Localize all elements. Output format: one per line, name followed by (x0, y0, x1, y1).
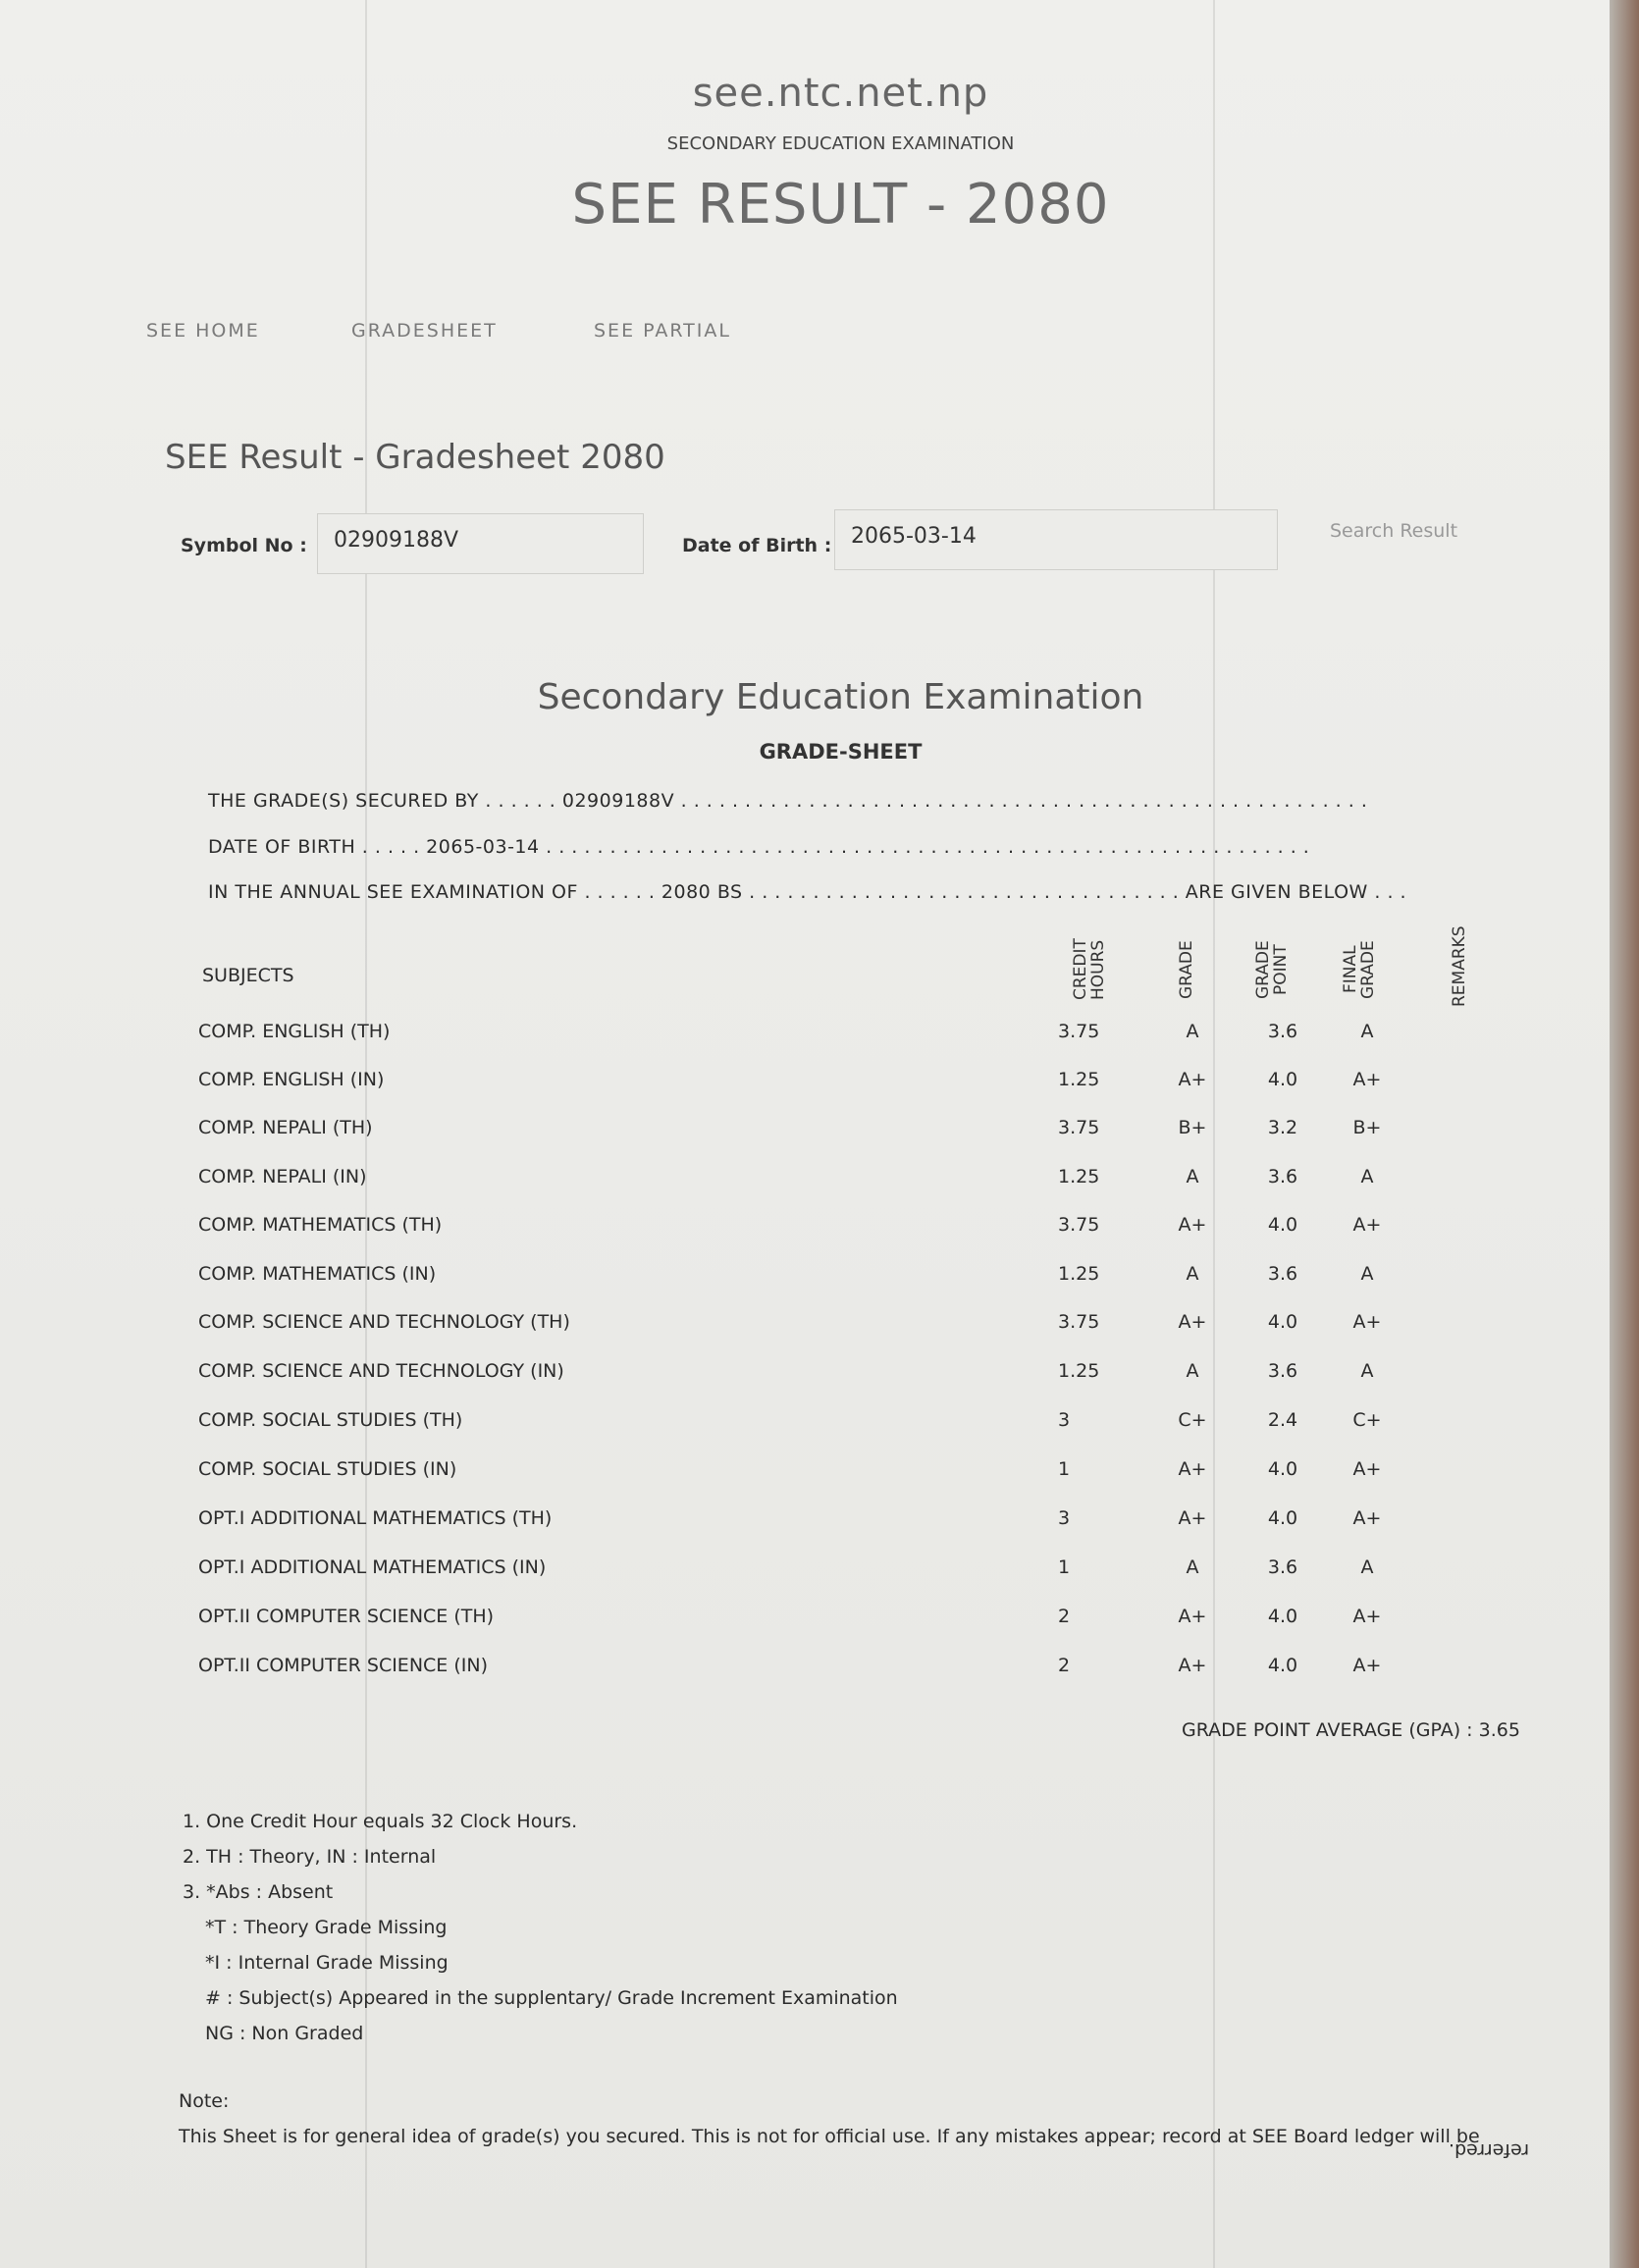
credit-hours-cell: 3 (1058, 1507, 1071, 1529)
nav-gradesheet[interactable]: GRADESHEET (351, 320, 498, 342)
subject-cell: OPT.II COMPUTER SCIENCE (TH) (198, 1606, 495, 1627)
note-item: 1. One Credit Hour equals 32 Clock Hours. (183, 1811, 578, 1832)
grade-cell: A+ (1178, 1655, 1207, 1676)
grade-cell: C+ (1178, 1409, 1207, 1431)
final-grade-cell: A (1360, 1166, 1374, 1187)
credit-hours-header: CREDIT HOURS (1071, 938, 1108, 1001)
exam-line: IN THE ANNUAL SEE EXAMINATION OF . . . . . . 2080 BS . . . . . . . . . . . . . . . . . . . . . . . . . . . . . . . . . . ARE GIVEN BELOW . . . (208, 881, 1407, 903)
subject-cell: COMP. MATHEMATICS (IN) (198, 1263, 437, 1285)
nav-see-home[interactable]: SEE HOME (146, 320, 260, 342)
subject-cell: COMP. ENGLISH (IN) (198, 1069, 385, 1090)
grade-point-cell: 3.6 (1267, 1263, 1298, 1285)
grade-cell: A+ (1178, 1214, 1207, 1236)
subject-cell: COMP. ENGLISH (TH) (198, 1021, 391, 1042)
table-row (0, 1311, 1610, 1350)
dob-line: DATE OF BIRTH . . . . . 2065-03-14 . . . . . . . . . . . . . . . . . . . . . . . . . . . . . . . . . . . . . . . . . . . . . . . . . . . . . . . . . . . . (208, 836, 1310, 858)
grade-point-cell: 3.6 (1267, 1556, 1298, 1578)
table-row (0, 1021, 1610, 1060)
table-row (0, 1606, 1610, 1645)
final-grade-cell: A (1360, 1556, 1374, 1578)
final-grade-cell: B+ (1352, 1117, 1382, 1138)
sheet-heading: Secondary Education Examination (537, 677, 1144, 717)
grade-cell: A+ (1178, 1507, 1207, 1529)
grade-point-cell: 4.0 (1267, 1655, 1298, 1676)
gradesheet-title: SEE Result - Gradesheet 2080 (165, 438, 665, 477)
grade-point-cell: 3.6 (1267, 1360, 1298, 1382)
table-row (0, 1556, 1610, 1596)
disclaimer-overflow: referred. (1449, 2139, 1530, 2161)
grade-cell: A (1186, 1166, 1199, 1187)
final-grade-cell: A+ (1352, 1606, 1382, 1627)
page-title: SEE RESULT - 2080 (571, 173, 1110, 237)
grade-point-header: GRADE POINT (1253, 940, 1291, 999)
final-grade-cell: A+ (1352, 1214, 1382, 1236)
subjects-header: SUBJECTS (202, 965, 294, 986)
grade-cell: A (1186, 1263, 1199, 1285)
symbol-label: Symbol No : (181, 535, 307, 556)
note-item: *T : Theory Grade Missing (205, 1917, 448, 1938)
table-row (0, 1507, 1610, 1547)
dob-label: Date of Birth : (682, 535, 832, 556)
final-grade-cell: A+ (1352, 1655, 1382, 1676)
final-grade-cell: C+ (1352, 1409, 1382, 1431)
credit-hours-cell: 1.25 (1058, 1166, 1100, 1187)
grade-header: GRADE (1177, 940, 1196, 999)
grade-point-cell: 4.0 (1267, 1311, 1298, 1333)
credit-hours-cell: 3.75 (1058, 1311, 1100, 1333)
note-item: 2. TH : Theory, IN : Internal (183, 1846, 437, 1868)
grade-point-cell: 4.0 (1267, 1214, 1298, 1236)
final-grade-cell: A (1360, 1360, 1374, 1382)
final-grade-cell: A (1360, 1021, 1374, 1042)
credit-hours-cell: 2 (1058, 1655, 1071, 1676)
subject-cell: COMP. MATHEMATICS (TH) (198, 1214, 443, 1236)
grade-point-cell: 4.0 (1267, 1606, 1298, 1627)
grade-cell: A+ (1178, 1311, 1207, 1333)
table-row (0, 1263, 1610, 1302)
remarks-header: REMARKS (1450, 925, 1469, 1008)
grade-cell: A (1186, 1021, 1199, 1042)
credit-hours-cell: 1 (1058, 1458, 1071, 1480)
credit-hours-cell: 1.25 (1058, 1069, 1100, 1090)
table-row (0, 1166, 1610, 1205)
subject-cell: OPT.I ADDITIONAL MATHEMATICS (TH) (198, 1507, 553, 1529)
final-grade-header: FINAL GRADE (1341, 940, 1378, 999)
subject-cell: COMP. SOCIAL STUDIES (TH) (198, 1409, 463, 1431)
grade-point-cell: 2.4 (1267, 1409, 1298, 1431)
note-label: Note: (179, 2090, 230, 2112)
secured-by-line: THE GRADE(S) SECURED BY . . . . . . 02909188V . . . . . . . . . . . . . . . . . . . . . . . . . . . . . . . . . . . . . . . . . . . . . . . . . . . . . . (208, 790, 1368, 812)
note-item: 3. *Abs : Absent (183, 1881, 334, 1903)
notes-list (183, 1804, 898, 2051)
credit-hours-cell: 1 (1058, 1556, 1071, 1578)
grade-point-cell: 4.0 (1267, 1458, 1298, 1480)
final-grade-cell: A+ (1352, 1311, 1382, 1333)
final-grade-cell: A+ (1352, 1507, 1382, 1529)
subject-cell: COMP. NEPALI (TH) (198, 1117, 373, 1138)
credit-hours-cell: 1.25 (1058, 1360, 1100, 1382)
table-row (0, 1409, 1610, 1449)
note-item: *I : Internal Grade Missing (205, 1952, 449, 1974)
table-row (0, 1069, 1610, 1108)
grade-cell: B+ (1178, 1117, 1207, 1138)
grade-cell: A+ (1178, 1606, 1207, 1627)
final-grade-cell: A (1360, 1263, 1374, 1285)
disclaimer-text: This Sheet is for general idea of grade(s) you secured. This is not for official use. If any mistakes appear; record at SEE Board ledger will be (179, 2126, 1480, 2147)
credit-hours-cell: 1.25 (1058, 1263, 1100, 1285)
grade-point-cell: 3.6 (1267, 1166, 1298, 1187)
credit-hours-cell: 3 (1058, 1409, 1071, 1431)
grade-point-cell: 3.6 (1267, 1021, 1298, 1042)
credit-hours-cell: 2 (1058, 1606, 1071, 1627)
subject-cell: COMP. SOCIAL STUDIES (IN) (198, 1458, 457, 1480)
final-grade-cell: A+ (1352, 1458, 1382, 1480)
search-result-button[interactable]: Search Result (1330, 520, 1458, 542)
note-item: # : Subject(s) Appeared in the supplentary/ Grade Increment Examination (205, 1987, 898, 2009)
grade-point-cell: 4.0 (1267, 1069, 1298, 1090)
table-row (0, 1360, 1610, 1399)
table-row (0, 1655, 1610, 1694)
grade-point-cell: 3.2 (1267, 1117, 1298, 1138)
credit-hours-cell: 3.75 (1058, 1021, 1100, 1042)
subject-cell: COMP. SCIENCE AND TECHNOLOGY (IN) (198, 1360, 564, 1382)
table-row (0, 1214, 1610, 1253)
symbol-input[interactable]: 02909188V (317, 513, 644, 574)
credit-hours-cell: 3.75 (1058, 1214, 1100, 1236)
subject-cell: OPT.I ADDITIONAL MATHEMATICS (IN) (198, 1556, 547, 1578)
final-grade-cell: A+ (1352, 1069, 1382, 1090)
grade-cell: A (1186, 1360, 1199, 1382)
table-row (0, 1117, 1610, 1156)
credit-hours-cell: 3.75 (1058, 1117, 1100, 1138)
exam-label: SECONDARY EDUCATION EXAMINATION (666, 133, 1015, 154)
grade-point-cell: 4.0 (1267, 1507, 1298, 1529)
nav-see-partial[interactable]: SEE PARTIAL (594, 320, 731, 342)
paper-edge (1610, 0, 1639, 2268)
grade-cell: A+ (1178, 1458, 1207, 1480)
subject-cell: COMP. SCIENCE AND TECHNOLOGY (TH) (198, 1311, 570, 1333)
dob-input[interactable]: 2065-03-14 (834, 509, 1278, 570)
subject-cell: COMP. NEPALI (IN) (198, 1166, 367, 1187)
gpa-value: GRADE POINT AVERAGE (GPA) : 3.65 (1182, 1719, 1520, 1741)
table-row (0, 1458, 1610, 1498)
site-url[interactable]: see.ntc.net.np (692, 71, 989, 116)
grade-cell: A+ (1178, 1069, 1207, 1090)
grade-cell: A (1186, 1556, 1199, 1578)
sheet-subheading: GRADE-SHEET (759, 740, 923, 764)
note-item: NG : Non Graded (205, 2023, 364, 2044)
subject-cell: OPT.II COMPUTER SCIENCE (IN) (198, 1655, 488, 1676)
